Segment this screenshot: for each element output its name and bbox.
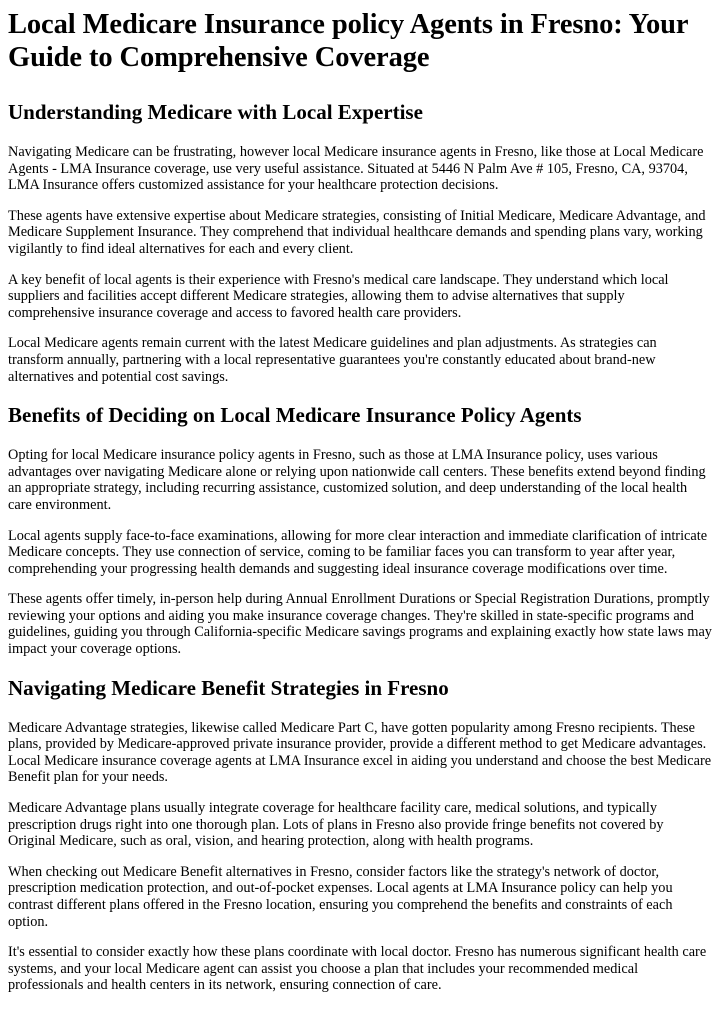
paragraph: Navigating Medicare can be frustrating, however local Medicare insurance agents in Fresno, like those at Local Medicare Agents - LMA Insurance coverage, use very useful assistance. Situated at 5446 N Palm Ave # 105, Fresno, CA, 93704, LMA Insurance offers customized assistance for your healthcare protection decisions.	[8, 144, 704, 194]
section-heading: Navigating Medicare Benefit Strategies in Fresno	[8, 675, 449, 700]
paragraph: These agents have extensive expertise about Medicare strategies, consisting of Initial Medicare, Medicare Advantage, and Medicare Supplement Insurance. They comprehend that individual healthcare demands and spending plans vary, working vigilantly to find ideal alternatives for each and every client.	[8, 207, 706, 257]
section-heading: Benefits of Deciding on Local Medicare Insurance Policy Agents	[8, 403, 582, 428]
paragraph: These agents offer timely, in-person help during Annual Enrollment Durations or Special Registration Durations, promptly reviewing your options and aiding you make insurance coverage changes. They're skilled in state-specific programs and guidelines, guiding you through California-specific Medicare savings programs and explaining exactly how state laws may impact your coverage options.	[8, 591, 712, 658]
article	[0, 8, 720, 994]
paragraph: When checking out Medicare Benefit alternatives in Fresno, consider factors like the strategy's network of doctor, prescription medication protection, and out-of-pocket expenses. Local agents at LMA Insurance policy can help you contrast different plans offered in the Fresno location, ensuring you comprehend the benefits and constraints of each option.	[8, 863, 673, 930]
section-understanding-medicare	[8, 100, 712, 385]
paragraph: Local Medicare agents remain current with the latest Medicare guidelines and plan adjustments. As strategies can transform annually, partnering with a local representative guarantees you're constantly educated about brand-new alternatives and potential cost savings.	[8, 335, 657, 385]
paragraph: Medicare Advantage plans usually integrate coverage for healthcare facility care, medical solutions, and typically prescription drugs right into one thorough plan. Lots of plans in Fresno also provide fringe benefits not covered by Original Medicare, such as oral, vision, and hearing protection, along with health programs.	[8, 800, 664, 850]
paragraph: Local agents supply face-to-face examinations, allowing for more clear interaction and immediate clarification of intricate Medicare concepts. They use connection of service, coming to be familiar faces you can transform to year after year, comprehending your progressing health demands and suggesting ideal insurance coverage modifications over time.	[8, 527, 708, 577]
paragraph: Opting for local Medicare insurance policy agents in Fresno, such as those at LMA Insurance policy, uses various advantages over navigating Medicare alone or relying upon nationwide call centers. These benefits extend beyond finding an appropriate strategy, including recurring assistance, customized solution, and deep understanding of the local health care environment.	[8, 447, 706, 513]
paragraph: A key benefit of local agents is their experience with Fresno's medical care landscape. They understand which local suppliers and facilities accept different Medicare strategies, allowing them to advise alternatives that supply comprehensive insurance coverage and access to favored health care providers.	[8, 271, 669, 321]
section-medicare-advantage	[8, 676, 712, 994]
paragraph: It's essential to consider exactly how these plans coordinate with local doctor. Fresno has numerous significant health care systems, and your local Medicare agent can assist you choose a plan that includes your recommended medical professionals and health centers in its network, ensuring connection of care.	[8, 944, 707, 994]
paragraph: Medicare Advantage strategies, likewise called Medicare Part C, have gotten popularity among Fresno recipients. These plans, provided by Medicare-approved private insurance provider, provide a different method to get Medicare advantages. Local Medicare insurance coverage agents at LMA Insurance excel in aiding you understand and choose the best Medicare Benefit plan for your needs.	[8, 719, 712, 786]
page-title: Local Medicare Insurance policy Agents in Fresno: Your Guide to Comprehensive Coverage	[8, 9, 688, 73]
section-benefits-local-agents	[8, 403, 712, 658]
section-heading: Understanding Medicare with Local Expertise	[8, 100, 423, 124]
